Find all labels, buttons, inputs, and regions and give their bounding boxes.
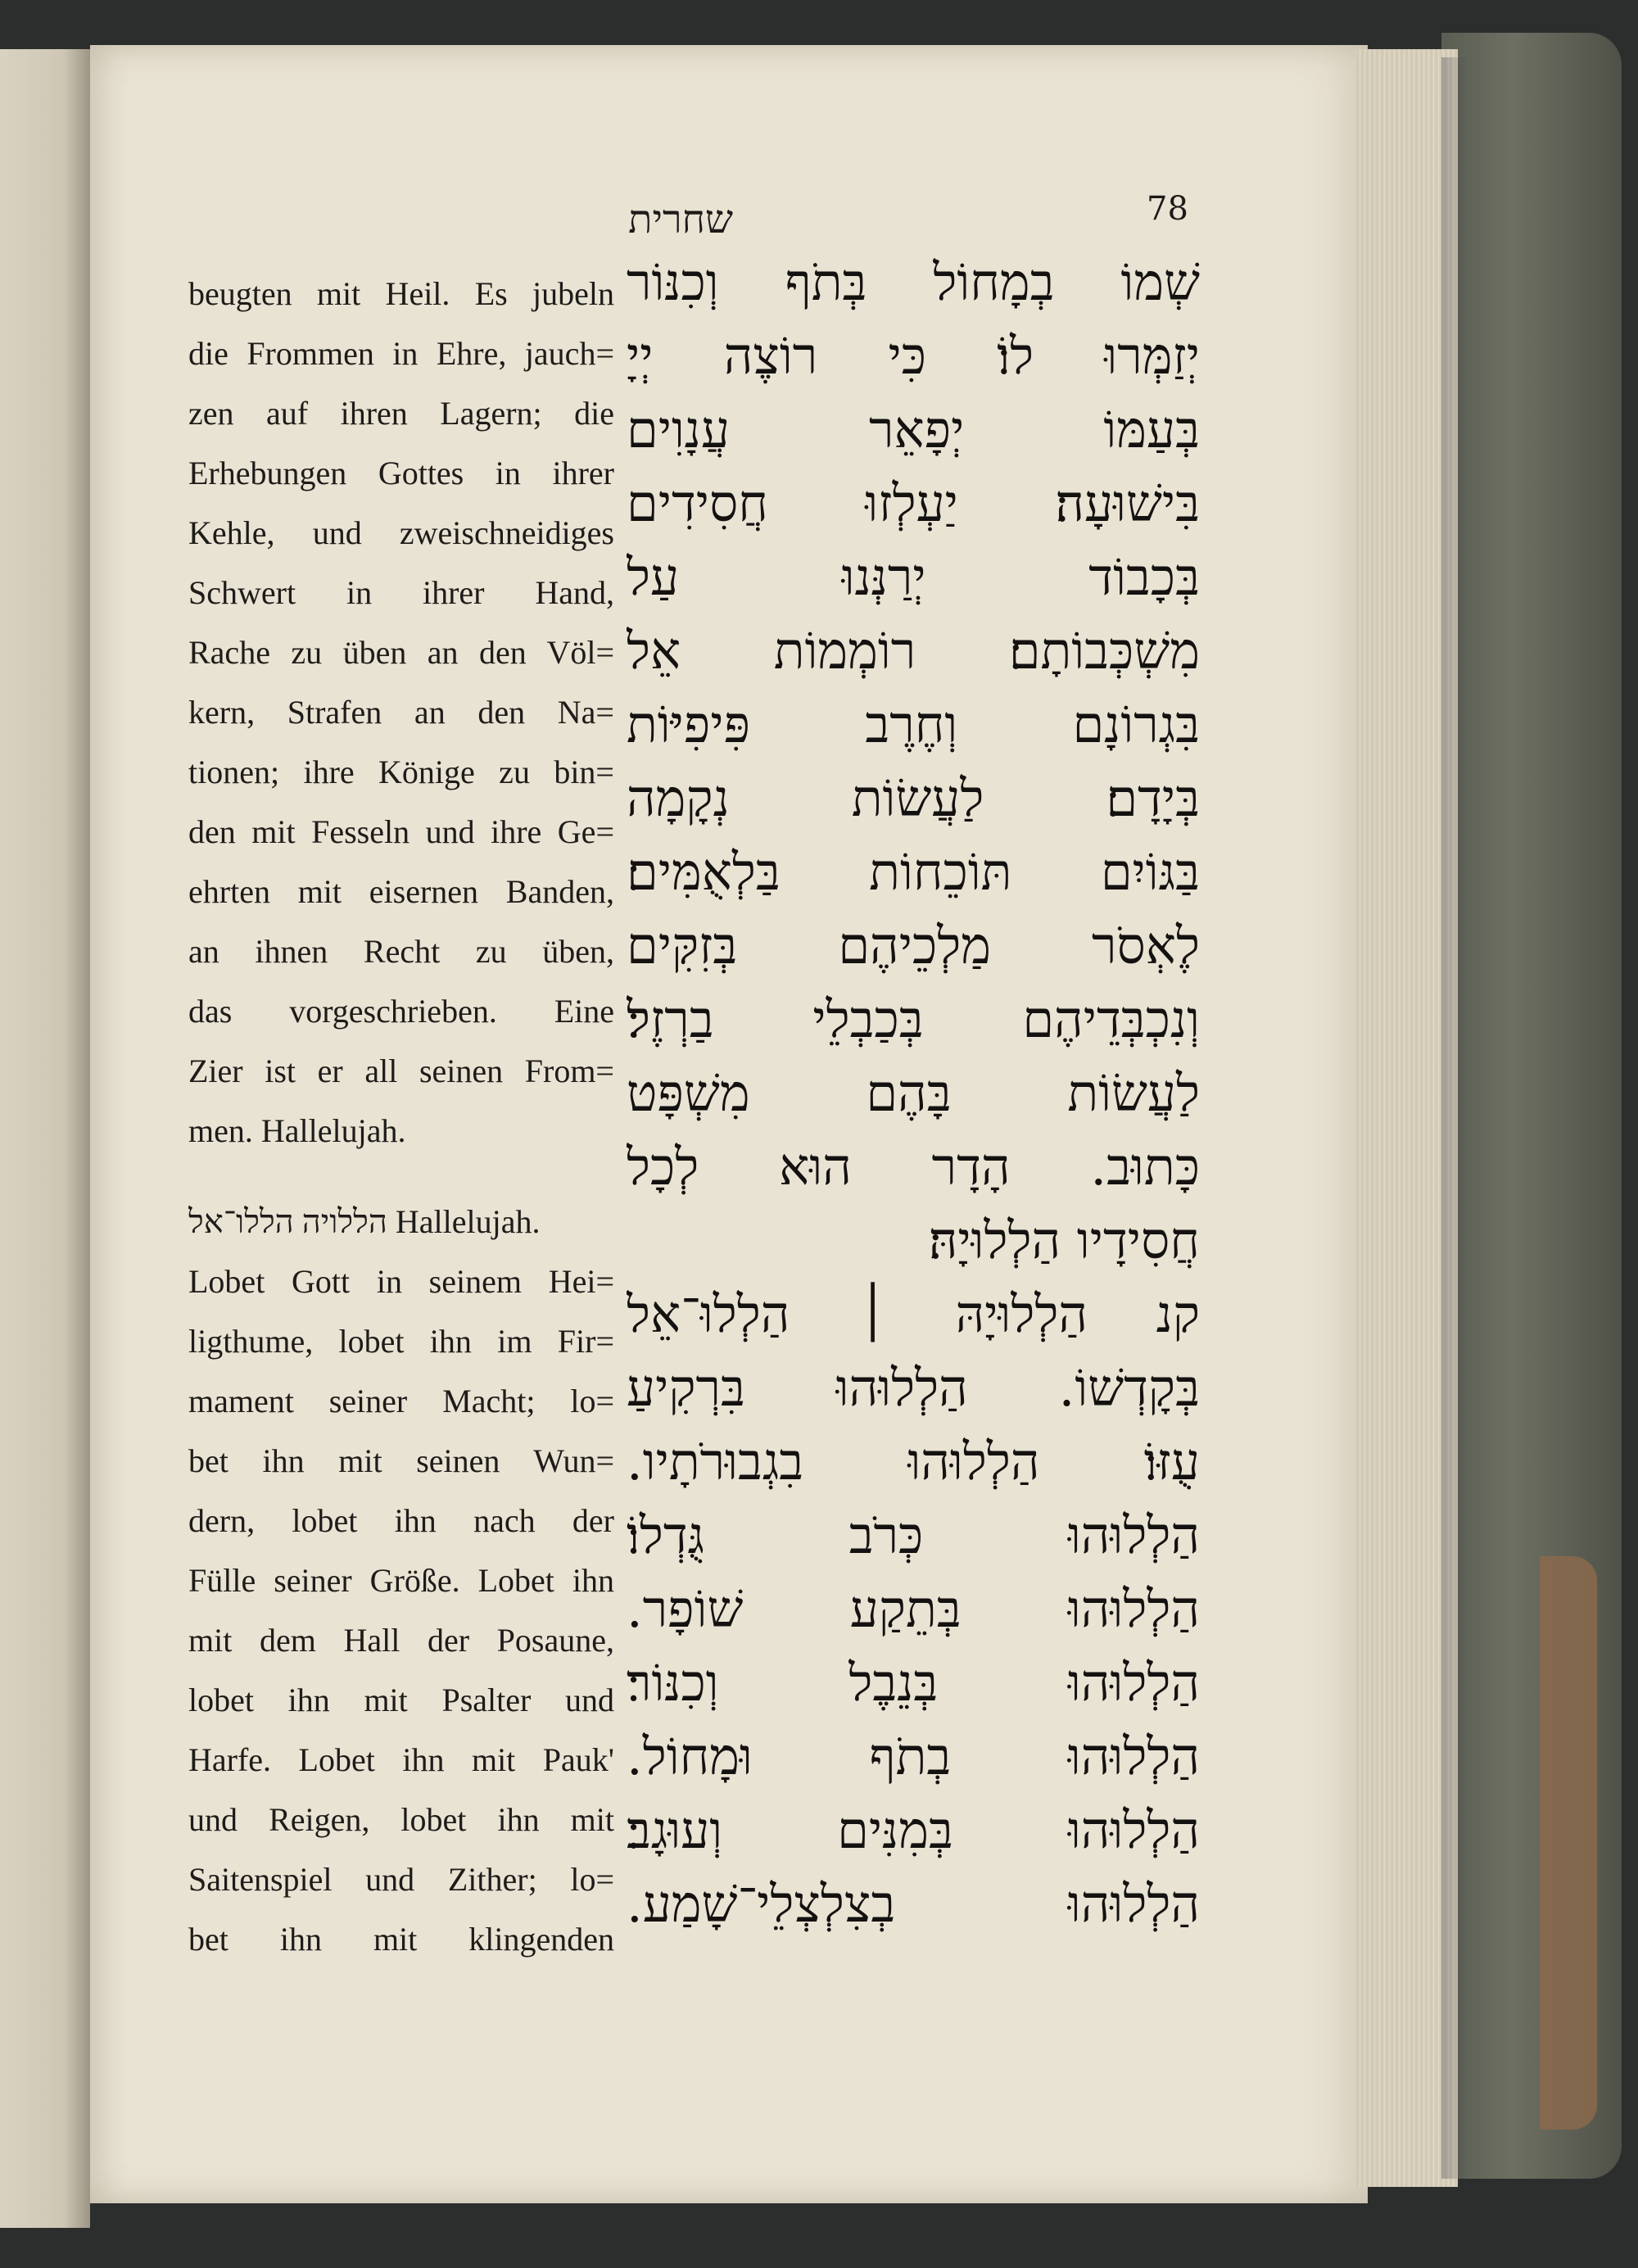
german-line: das vorgeschrieben. Eine [188,993,614,1030]
german-line: die Frommen in Ehre, jauch= [188,335,614,372]
german-line: tionen; ihre Könige zu bin= [188,754,614,790]
hebrew-line: הַלְלוּהוּ בְּמִנִּים וְעוּגָב׃ [627,1800,1200,1860]
german-line: mit dem Hall der Posaune, [188,1622,614,1659]
hebrew-line: הַלְלוּהוּ כְּרֹב גֻּדְלוֹ׃ [627,1505,1200,1565]
german-line: und Reigen, lobet ihn mit [188,1801,614,1838]
hebrew-line: בַּגּוֹיִם תּוֹכֵחוֹת בַּלְאֻמִּים׃ [627,842,1200,902]
german-line: Erhebungen Gottes in ihrer [188,455,614,491]
hebrew-line: עֻזּוֹ׃ הַלְלוּהוּ בִגְבוּרֹתָיו. [627,1432,1200,1492]
german-line: Fülle seiner Größe. Lobet ihn [188,1562,614,1599]
hebrew-line: שְׁמוֹ בְמָחוֹל בְּתֹף וְכִנּוֹר [627,252,1200,312]
hebrew-line: כָּתוּב. הָדָר הוּא לְכָל [627,1137,1200,1197]
german-line: Lobet Gott in seinem Hei= [188,1263,614,1300]
hebrew-line: לֶאְסֹר מַלְכֵיהֶם בְּזִקִּים [627,916,1200,976]
german-line: ehrten mit eisernen Banden, [188,873,614,910]
german-line: Zier ist er all seinen From= [188,1053,614,1089]
psalm-heading: הללויה הללו־אל Hallelujah. [188,1203,541,1240]
german-line: men. Hallelujah. [188,1112,406,1149]
hebrew-line: לַעֲשׂוֹת בָּהֶם מִשְׁפָּט [627,1063,1200,1123]
hebrew-line: הַלְלוּהוּ בְּתֵקַע שׁוֹפָר. [627,1579,1200,1639]
german-line: Rache zu üben an den Völ= [188,634,614,671]
hebrew-line: בִּגְרוֹנָם וְחֶרֶב פִּיפִיּוֹת [627,695,1200,754]
page-number: 78 [1147,190,1188,228]
facing-page-edge [0,49,90,2228]
german-line: lobet ihn mit Psalter und [188,1682,614,1718]
page-block-shadow [1441,57,1466,2179]
german-line: ligthume, lobet ihn im Fir= [188,1323,614,1360]
german-line: den mit Fesseln und ihre Ge= [188,813,614,850]
hebrew-line: הַלְלוּהוּ בְצִלְצְלֵי־שָׁמַע. [627,1874,1200,1934]
hebrew-line: מִשְׁכְּבוֹתָם׃ רוֹמְמוֹת אֵל [627,621,1200,681]
hebrew-line: יְזַמְּרוּ לוֹ׃ כִּי רוֹצֶה יְיָ [627,326,1200,386]
hebrew-line: בְּכָבוֹד יְרַנְּנוּ עַל [627,547,1200,607]
german-line: Harfe. Lobet ihn mit Pauk' [188,1741,614,1778]
german-line: bet ihn mit klingenden [188,1921,614,1958]
running-header-title: שחרית [628,197,733,242]
german-line: an ihnen Recht zu üben, [188,933,614,970]
german-line: zen auf ihren Lagern; die [188,395,614,432]
german-line: Kehle, und zweischneidiges [188,514,614,551]
hebrew-line: בְּקָדְשׁוֹ. הַלְלוּהוּ בִּרְקִיעַ [627,1358,1200,1418]
hebrew-line: הַלְלוּהוּ בְתֹף וּמָחוֹל. [627,1727,1200,1786]
hebrew-text-column [627,246,1200,1941]
german-line: Schwert in ihrer Hand, [188,574,614,611]
hebrew-line: בִּישׁוּעָה׃ יַעְלְזוּ חֲסִידִים [627,473,1200,533]
hebrew-line: וְנִכְבְּדֵיהֶם בְּכַבְלֵי בַרְזֶל׃ [627,989,1200,1049]
german-translation-column [188,264,614,1969]
german-line: dern, lobet ihn nach der [188,1502,614,1539]
paragraph-gap [188,1161,614,1192]
german-line: Saitenspiel und Zither; lo= [188,1861,614,1898]
hebrew-line: בְּעַמּוֹ יְפָאֵר עֲנָוִים [627,400,1200,459]
german-line: beugten mit Heil. Es jubeln [188,275,614,312]
german-line: kern, Strafen an den Na= [188,694,614,731]
german-line: mament seiner Macht; lo= [188,1383,614,1419]
hebrew-line: חֲסִידָיו הַלְלוּיָהּ׃ [928,1211,1200,1270]
hebrew-line: הַלְלוּהוּ בְּנֵבֶל וְכִנּוֹר׃ [627,1653,1200,1713]
book-cover-worn-edge [1540,1556,1597,2130]
psalm-150-heading-line: קנ הַלְלוּיָהּ ׀ הַלְלוּ־אֵל [627,1284,1200,1344]
german-line: bet ihn mit seinen Wun= [188,1442,614,1479]
hebrew-line: בְּיָדָם׃ לַעֲשׂוֹת נְקָמָה [627,768,1200,828]
